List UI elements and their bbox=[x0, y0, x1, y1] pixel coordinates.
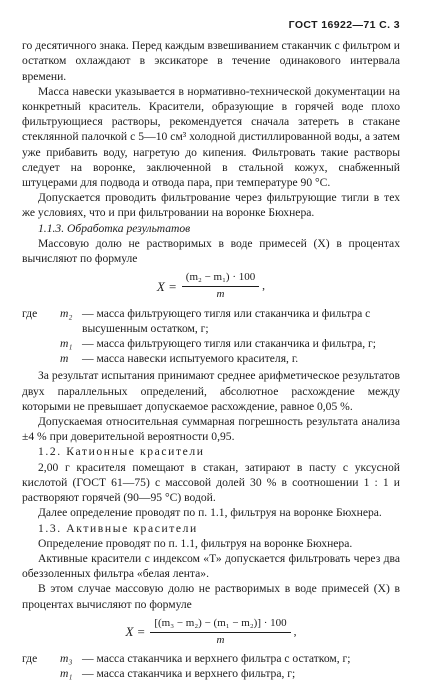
running-head: ГОСТ 16922—71 С. 3 bbox=[288, 19, 400, 31]
var-definition: — масса навески испытуемого красителя, г. bbox=[82, 352, 299, 366]
variable-definitions-2 bbox=[22, 651, 400, 681]
formula-comma: , bbox=[262, 279, 266, 293]
paragraph: Определение проводят по п. 1.1, фильтруя на воронке Бюхнера. bbox=[38, 536, 353, 550]
formula-comma: , bbox=[293, 624, 297, 638]
section-heading-1-3: 1.3. Активные красители bbox=[38, 521, 198, 535]
paragraph: В этом случае массовую долю не растворимых в воде примесей (X) в процентах вычисляют по формуле bbox=[22, 582, 400, 611]
formula-2 bbox=[22, 616, 400, 648]
document-page bbox=[22, 18, 400, 684]
paragraph: Допускается проводить фильтрование через фильтрующие тигли в тех же условиях, что и при фильтровании на воронке Бюхнера. bbox=[22, 191, 400, 220]
formula-fraction bbox=[150, 616, 290, 648]
section-heading-1-2: 1.2. Катионные красители bbox=[38, 445, 205, 459]
formula-1 bbox=[22, 270, 400, 302]
formula-lhs: X = bbox=[125, 624, 146, 640]
formula-fraction bbox=[182, 270, 259, 302]
paragraph: Масса навески указывается в нормативно-технической документации на конкретный краситель. Красители, образующие в горячей воде плохо фильтрующиеся растворы, рекомендуется сначала затереть в стакане стеклянной палочкой с 5—10 см³ холодной дистиллированной воды, а затем уже прибавить воду, нагретую до кипения. Фильтровать такие растворы следует на воронке, заключенной в стальной кожух, снабженный штуцерами для подвода и отвода пара, при температуре 90 °С. bbox=[22, 84, 400, 190]
var-symbol: m₂ bbox=[60, 306, 73, 320]
var-definition: — масса стаканчика и верхнего фильтра с остатком, г; bbox=[82, 652, 351, 666]
formula-denominator: m bbox=[216, 288, 225, 301]
var-symbol: m bbox=[60, 352, 69, 366]
paragraph: 2,00 г красителя помещают в стакан, затирают в пасту с уксусной кислотой (ГОСТ 61—75) с массовой долей 30 % в соотношении 1 : 1 и растворяют горячей (90—95 °С) водой. bbox=[22, 460, 400, 505]
var-definition: — масса стаканчика и верхнего фильтра, г; bbox=[82, 667, 296, 681]
where-label: где bbox=[22, 652, 38, 666]
paragraph: Активные красители с индексом «Т» допускается фильтровать через два обеззоленных фильтра «белая лента». bbox=[22, 551, 400, 581]
section-heading-1-1-3: 1.1.3. Обработка результатов bbox=[38, 221, 191, 235]
paragraph: Далее определение проводят по п. 1.1, фильтруя на воронке Бюхнера. bbox=[38, 506, 382, 520]
var-definition: — масса фильтрующего тигля или стаканчика и фильтра, г; bbox=[82, 337, 377, 351]
variable-definitions-1 bbox=[22, 306, 400, 367]
paragraph: За результат испытания принимают среднее арифметическое результатов двух параллельных определений, абсолютное расхождение между которыми не превышает допускаемое расхождение, равное 0,05 %. bbox=[22, 369, 400, 413]
paragraph: го десятичного знака. Перед каждым взвешиванием стаканчик с фильтром и остатком охлаждают в эксикаторе в течение одинакового интервала времени. bbox=[22, 39, 400, 83]
paragraph: Допускаемая относительная суммарная погрешность результата анализа ±4 % при доверительной вероятности 0,95. bbox=[22, 415, 400, 444]
formula-numerator: [(m₃ − m₂) − (m₁ − m₂)] · 100 bbox=[150, 616, 290, 633]
var-symbol: m₃ bbox=[60, 652, 73, 666]
var-definition: — масса фильтрующего тигля или стаканчика и фильтра с высушенным остатком, г; bbox=[82, 306, 371, 335]
paragraph: Массовую долю не растворимых в воде примесей (X) в процентах вычисляют по формуле bbox=[22, 236, 400, 266]
formula-denominator: m bbox=[216, 633, 225, 646]
formula-numerator: (m₂ − m₁) · 100 bbox=[182, 270, 259, 287]
var-symbol: m₁ bbox=[60, 337, 73, 351]
where-label: где bbox=[22, 306, 38, 320]
var-symbol: m₁ bbox=[60, 667, 73, 681]
formula-lhs: X = bbox=[156, 278, 177, 294]
